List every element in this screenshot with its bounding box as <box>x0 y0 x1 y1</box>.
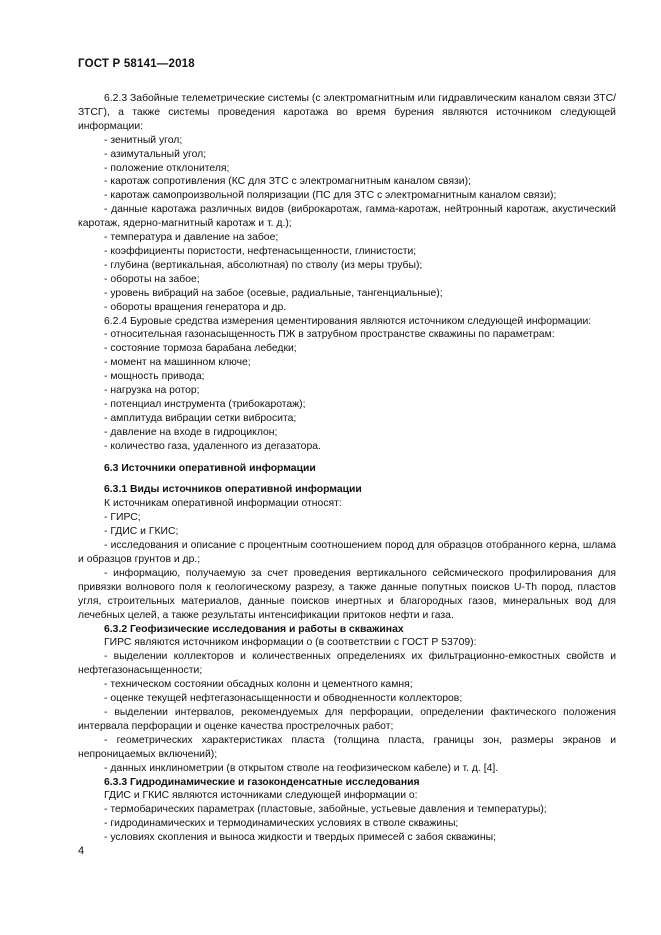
document-body <box>78 92 616 845</box>
list-item: - положение отклонителя; <box>104 162 230 174</box>
list-item: - относительная газонасыщенность ПЖ в затрубном пространстве скважины по параметрам: <box>104 329 555 341</box>
list-item: - обороты вращения генератора и др. <box>104 301 287 313</box>
list-item: - нагрузка на ротор; <box>104 385 200 397</box>
page-number: 4 <box>78 845 85 857</box>
list-item: - техническом состоянии обсадных колонн и цементного камня; <box>104 679 413 691</box>
list-item: - выделении коллекторов и количественных определениях их фильтрационно-емкостных свойств и нефтегазонасыщенности; <box>78 651 616 677</box>
section-heading-6-3: 6.3 Источники оперативной информации <box>104 462 316 474</box>
list-item: - момент на машинном ключе; <box>104 357 251 369</box>
subsection-heading-6-3-1: 6.3.1 Виды источников оперативной информации <box>104 484 362 496</box>
list-item: - обороты на забое; <box>104 273 200 285</box>
list-item: - глубина (вертикальная, абсолютная) по стволу (из меры трубы); <box>104 259 423 271</box>
list-item: - информацию, получаемую за счет проведения вертикального сейсмического профилирования для привязки волнового поля к геологическому разрезу, а также данные попутных поисков U-Th пород, пластов угля, строительных материалов, данные поисков инертных и благородных газов, минеральных вод для лечебных целей, а также результаты интенсификации притоков нефти и газа. <box>78 567 616 621</box>
list-item: - данных инклинометрии (в открытом стволе на геофизическом кабеле) и т. д. [4]. <box>104 762 499 774</box>
subsection-heading-6-3-2: 6.3.2 Геофизические исследования и работы в скважинах <box>104 623 404 635</box>
paragraph-6-2-4: 6.2.4 Буровые средства измерения цементирования являются источником следующей информации: <box>104 315 592 327</box>
list-item: - амплитуда вибрации сетки вибросита; <box>104 412 297 424</box>
list-item: - ГИРС; <box>104 512 141 524</box>
list-item: - азимутальный угол; <box>104 148 207 160</box>
list-item: - мощность привода; <box>104 371 205 383</box>
paragraph: ГИРС являются источником информации о (в соответствии с ГОСТ Р 53709): <box>104 637 477 649</box>
list-item: - каротаж самопроизвольной поляризации (ПС для ЗТС с электромагнитным каналом связи); <box>104 190 557 202</box>
page-header: ГОСТ Р 58141—2018 <box>78 58 195 70</box>
list-item: - потенциал инструмента (трибокаротаж); <box>104 398 306 410</box>
list-item: - зенитный угол; <box>104 134 183 146</box>
list-item: - данные каротажа различных видов (виброкаротаж, гамма-каротаж, нейтронный каротаж, акустический каротаж, ядерно-магнитный каротаж и т. д.); <box>78 204 616 230</box>
list-item: - количество газа, удаленного из дегазатора. <box>104 440 321 452</box>
paragraph-6-2-3: 6.2.3 Забойные телеметрические системы (с электромагнитным или гидравлическим каналом связи ЗТС/ЗТСГ), а также системы проведения каротажа во время бурения являются источником следующей информации: <box>78 93 616 132</box>
list-item: - температура и давление на забое; <box>104 232 279 244</box>
list-item: - исследования и описание с процентным соотношением пород для образцов отобранного керна, шлама и образцов грунтов и др.; <box>78 540 616 565</box>
list-item: - гидродинамических и термодинамических условиях в стволе скважины; <box>104 818 459 830</box>
list-item: - давление на входе в гидроциклон; <box>104 426 278 438</box>
list-item: - условиях скопления и выноса жидкости и твердых примесей с забоя скважины; <box>104 832 496 844</box>
list-item: - ГДИС и ГКИС; <box>104 526 179 538</box>
paragraph: К источникам оперативной информации относят: <box>104 498 342 510</box>
list-item: - состояние тормоза барабана лебедки; <box>104 343 297 355</box>
paragraph: ГДИС и ГКИС являются источниками следующей информации о: <box>104 790 418 802</box>
subsection-heading-6-3-3: 6.3.3 Гидродинамические и газоконденсатные исследования <box>104 776 420 788</box>
list-item: - выделении интервалов, рекомендуемых для перфорации, определении фактического положения интервала перфорации и оценке качества прострелочных работ; <box>78 706 616 732</box>
list-item: - геометрических характеристиках пласта (толщина пласта, границы зон, размеры экранов и непроницаемых включений); <box>78 734 616 760</box>
list-item: - термобарических параметрах (пластовые, забойные, устьевые давления и температуры); <box>104 804 547 816</box>
list-item: - уровень вибраций на забое (осевые, радиальные, тангенциальные); <box>104 287 443 299</box>
list-item: - коэффициенты пористости, нефтенасыщенности, глинистости; <box>104 245 417 257</box>
list-item: - каротаж сопротивления (КС для ЗТС с электромагнитным каналом связи); <box>104 176 471 188</box>
list-item: - оценке текущей нефтегазонасыщенности и обводненности коллекторов; <box>104 693 463 705</box>
